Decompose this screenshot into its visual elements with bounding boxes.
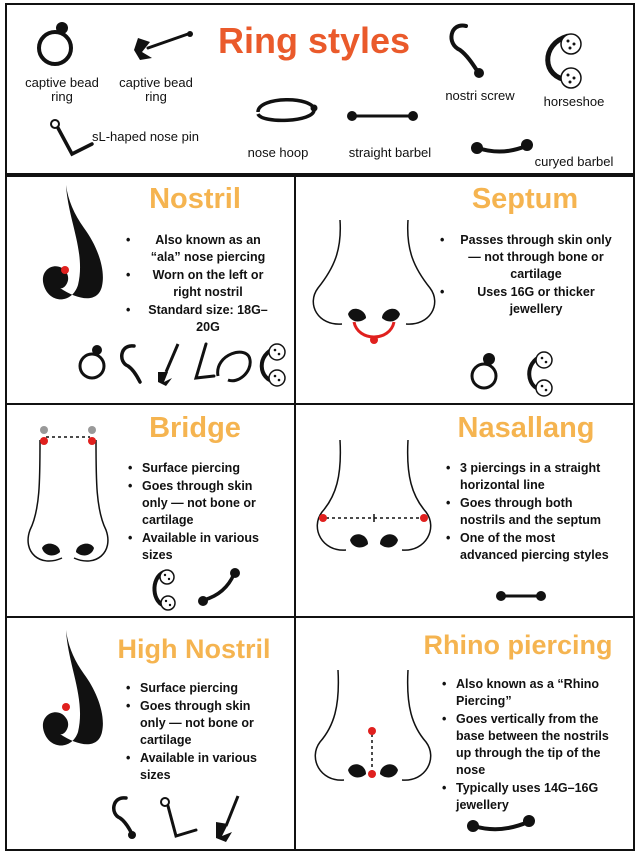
caption-nose-hoop: nose hoop	[247, 145, 309, 160]
high-nostril-jewellery-icons	[114, 796, 238, 842]
high-nostril-bullets	[126, 680, 278, 785]
nasallang-straight-barbell-icon	[496, 591, 546, 601]
list-item: • Surface piercing	[126, 680, 278, 697]
septum-jewellery-icons	[472, 352, 552, 396]
septum-title: Septum	[471, 183, 579, 215]
page-title: Ring styles	[218, 20, 411, 61]
nostril-title: Nostril	[149, 183, 241, 215]
list-item: • Available in various sizes	[128, 530, 278, 564]
caption-horseshoe: horseshoe	[543, 94, 605, 109]
captive-bead-ring-icon	[39, 22, 71, 64]
nostril-nose-drawing	[43, 185, 103, 299]
caption-nostril-screw: nostri screw	[445, 88, 515, 103]
nasallang-nose-drawing	[317, 440, 430, 550]
list-item: • Goes through skin only — not bone or cartilage	[128, 478, 278, 529]
caption-l-shaped-nose-pin: sL-haped nose pin	[92, 129, 199, 144]
rhino-bullets	[442, 676, 626, 815]
nasallang-title: Nasallang	[457, 412, 595, 444]
high-nostril-title: High Nostril	[117, 634, 271, 664]
list-item: • Uses 16G or thicker jewellery	[440, 284, 618, 318]
caption-straight-barbell: straight barbel	[348, 145, 432, 160]
list-item: • Passes through skin only — not through bone or cartilage	[440, 232, 618, 283]
nose-hoop-icon	[258, 100, 318, 121]
nostril-bullets	[126, 232, 276, 337]
caption-captive-bead-stud: captive bead ring	[119, 75, 193, 104]
rhino-curved-barbell-icon	[467, 815, 535, 832]
list-item: • Goes through both nostrils and the septum	[446, 495, 616, 529]
captive-bead-stud-icon	[134, 31, 193, 60]
septum-nose-drawing	[313, 220, 434, 344]
septum-bullets	[440, 232, 618, 319]
list-item: • One of the most advanced piercing styles	[446, 530, 616, 564]
nasallang-bullets	[446, 460, 616, 565]
list-item: • Surface piercing	[128, 460, 278, 477]
straight-barbell-icon	[347, 111, 418, 121]
list-item: • 3 piercings in a straight horizontal line	[446, 460, 616, 494]
bridge-jewellery-icons	[154, 568, 240, 610]
caption-captive-bead-ring: captive bead ring	[25, 75, 99, 104]
horseshoe-icon	[548, 34, 581, 88]
bridge-nose-drawing	[28, 426, 108, 561]
bridge-title: Bridge	[149, 412, 241, 444]
nostril-jewellery-icons	[80, 344, 285, 386]
list-item: • Typically uses 14G–16G jewellery	[442, 780, 626, 814]
rhino-nose-drawing	[315, 670, 430, 780]
list-item: • Also known as a “Rhino Piercing”	[442, 676, 626, 710]
nostril-screw-icon	[451, 26, 484, 78]
bridge-bullets	[128, 460, 278, 565]
list-item: • Goes vertically from the base between the nostrils up through the tip of the nose	[442, 711, 626, 779]
rhino-title: Rhino piercing	[423, 630, 613, 660]
list-item: • Goes through skin only — not bone or cartilage	[126, 698, 278, 749]
list-item: • Standard size: 18G– 20G	[126, 302, 276, 336]
l-shaped-nose-pin-icon	[51, 120, 92, 154]
curved-barbell-icon	[471, 139, 533, 154]
list-item: • Available in various sizes	[126, 750, 278, 784]
list-item: • Also known as an “ala” nose piercing	[126, 232, 276, 266]
list-item: • Worn on the left or right nostril	[126, 267, 276, 301]
caption-curved-barbell: curyed barbel	[534, 154, 614, 169]
high-nostril-nose-drawing	[43, 630, 103, 746]
